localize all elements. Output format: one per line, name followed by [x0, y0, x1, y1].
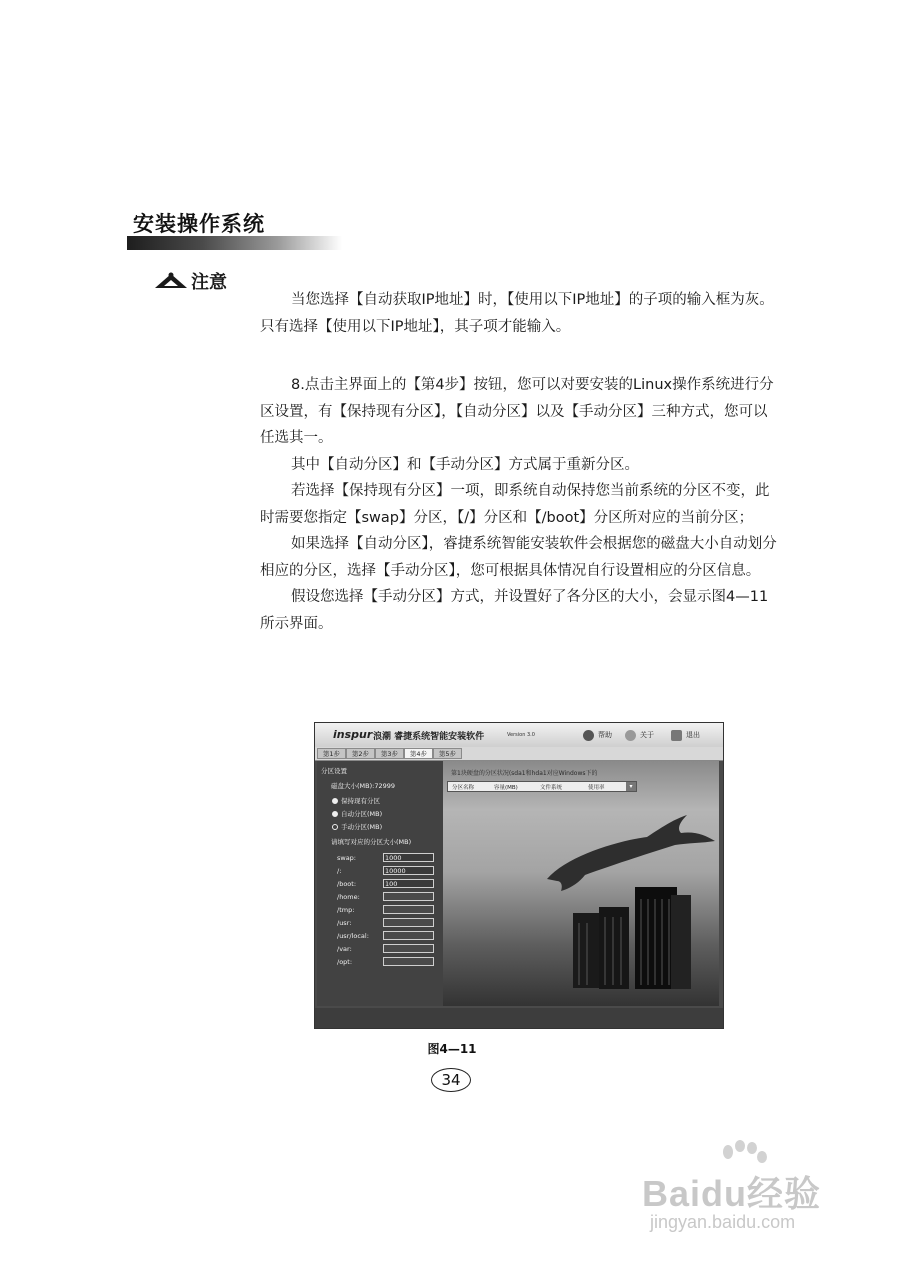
root-input[interactable]: 10000: [383, 866, 434, 875]
col-partition-name: 分区名称: [452, 785, 475, 791]
usr-local-label: /usr/local:: [337, 932, 369, 940]
about-button[interactable]: [625, 728, 654, 742]
tab-step-5[interactable]: 第5步: [433, 748, 462, 759]
auto-partition-label: 自动分区(MB): [341, 810, 383, 818]
paragraph-repartition: 其中【自动分区】和【手动分区】方式属于重新分区。: [291, 456, 639, 473]
paw-icon: [718, 1140, 768, 1174]
paragraph-step8: 8.点击主界面上的【第4步】按钮，您可以对要安装的Linux操作系统进行分区设置，有【保持现有分区】，【自动分区】以及【手动分区】三种方式，您可以任选其一。: [260, 377, 774, 446]
app-titlebar: [315, 723, 724, 748]
page-number: 34: [431, 1068, 471, 1092]
tab-step-4[interactable]: 第4步: [404, 748, 433, 759]
app-title: 浪潮 睿捷系统智能安装软件: [373, 732, 485, 742]
paragraph-keep-partition: 若选择【保持现有分区】一项，即系统自动保持您当前系统的分区不变，此时需要您指定【swap】分区，【/】分区和【/boot】分区所对应的当前分区；: [260, 483, 770, 526]
swap-label: swap:: [337, 854, 357, 862]
tab-step-3[interactable]: 第3步: [375, 748, 404, 759]
tmp-input[interactable]: [383, 905, 434, 914]
help-icon: [583, 730, 594, 741]
col-usage: 使用率: [588, 785, 605, 791]
swap-input[interactable]: 1000: [383, 853, 434, 862]
status-bar: [315, 1008, 724, 1028]
boot-input[interactable]: 100: [383, 879, 434, 888]
brand-logo: inspur: [333, 728, 373, 741]
manual-partition-radio[interactable]: [332, 824, 338, 830]
app-version: Version 3.0: [507, 732, 535, 738]
col-filesystem: 文件系统: [540, 785, 563, 791]
auto-partition-radio[interactable]: [332, 811, 338, 817]
chevron-down-icon[interactable]: ▾: [626, 782, 636, 791]
disk-info-label: 第1块硬盘的分区状况(sda1和hda1对应Windows下的: [451, 770, 598, 777]
boot-label: /boot:: [337, 880, 357, 888]
opt-label: /opt:: [337, 958, 353, 966]
server-rack-2: [599, 907, 629, 989]
step-tabs: [315, 747, 724, 761]
section-title-underline: [127, 236, 342, 250]
help-button[interactable]: [583, 728, 612, 742]
server-rack-3: [635, 887, 677, 989]
paragraph-auto-partition: 如果选择【自动分区】，睿捷系统智能安装软件会根据您的磁盘大小自动划分相应的分区，选择【手动分区】，您可根据具体情况自行设置相应的分区信息。: [260, 536, 777, 579]
partition-settings-label: 分区设置: [321, 767, 347, 775]
usr-label: /usr:: [337, 919, 352, 927]
exit-icon: [671, 730, 682, 741]
partition-size-prompt: 请填写对应的分区大小(MB): [331, 838, 412, 846]
usr-input[interactable]: [383, 918, 434, 927]
root-label: /:: [337, 867, 342, 875]
home-label: /home:: [337, 893, 360, 901]
server-rack-4: [671, 895, 691, 989]
keep-partition-label: 保持现有分区: [341, 797, 380, 805]
home-input[interactable]: [383, 892, 434, 901]
usr-local-input[interactable]: [383, 931, 434, 940]
help-label: 帮助: [598, 731, 612, 739]
partition-panel: [317, 761, 719, 1006]
installer-screenshot: [314, 722, 724, 1029]
tmp-label: /tmp:: [337, 906, 355, 914]
notice-paragraph: [260, 287, 780, 340]
exit-label: 退出: [686, 731, 700, 739]
var-input[interactable]: [383, 944, 434, 953]
dolphin-icon: [547, 815, 715, 891]
watermark-brand: Baidu经验: [642, 1173, 822, 1214]
paragraph-manual-partition: 假设您选择【手动分区】方式，并设置好了各分区的大小，会显示图4—11所示界面。: [260, 589, 769, 632]
exit-button[interactable]: [671, 728, 700, 742]
about-icon: [625, 730, 636, 741]
col-capacity: 容量(MB): [494, 785, 518, 791]
partition-settings: [317, 761, 443, 1006]
tab-step-2[interactable]: 第2步: [346, 748, 375, 759]
paragraph-notice: 当您选择【自动获取IP地址】时，【使用以下IP地址】的子项的输入框为灰。只有选择【使用以下IP地址】，其子项才能输入。: [260, 292, 774, 335]
var-label: /var:: [337, 945, 352, 953]
keep-partition-radio[interactable]: [332, 798, 338, 804]
tab-step-1[interactable]: 第1步: [317, 748, 346, 759]
partition-table-header[interactable]: [447, 781, 637, 792]
manual-partition-label: 手动分区(MB): [341, 823, 383, 831]
opt-input[interactable]: [383, 957, 434, 966]
step-text: [260, 372, 780, 637]
watermark-url: jingyan.baidu.com: [650, 1212, 796, 1232]
server-rack-1: [573, 913, 603, 988]
warning-icon: [155, 272, 187, 288]
figure-caption: 图4—11: [427, 1042, 477, 1056]
about-label: 关于: [640, 731, 654, 739]
disk-size-label: 磁盘大小(MB):72999: [331, 782, 396, 790]
notice-label: 注意: [191, 272, 227, 293]
section-title: 安装操作系统: [133, 212, 265, 236]
